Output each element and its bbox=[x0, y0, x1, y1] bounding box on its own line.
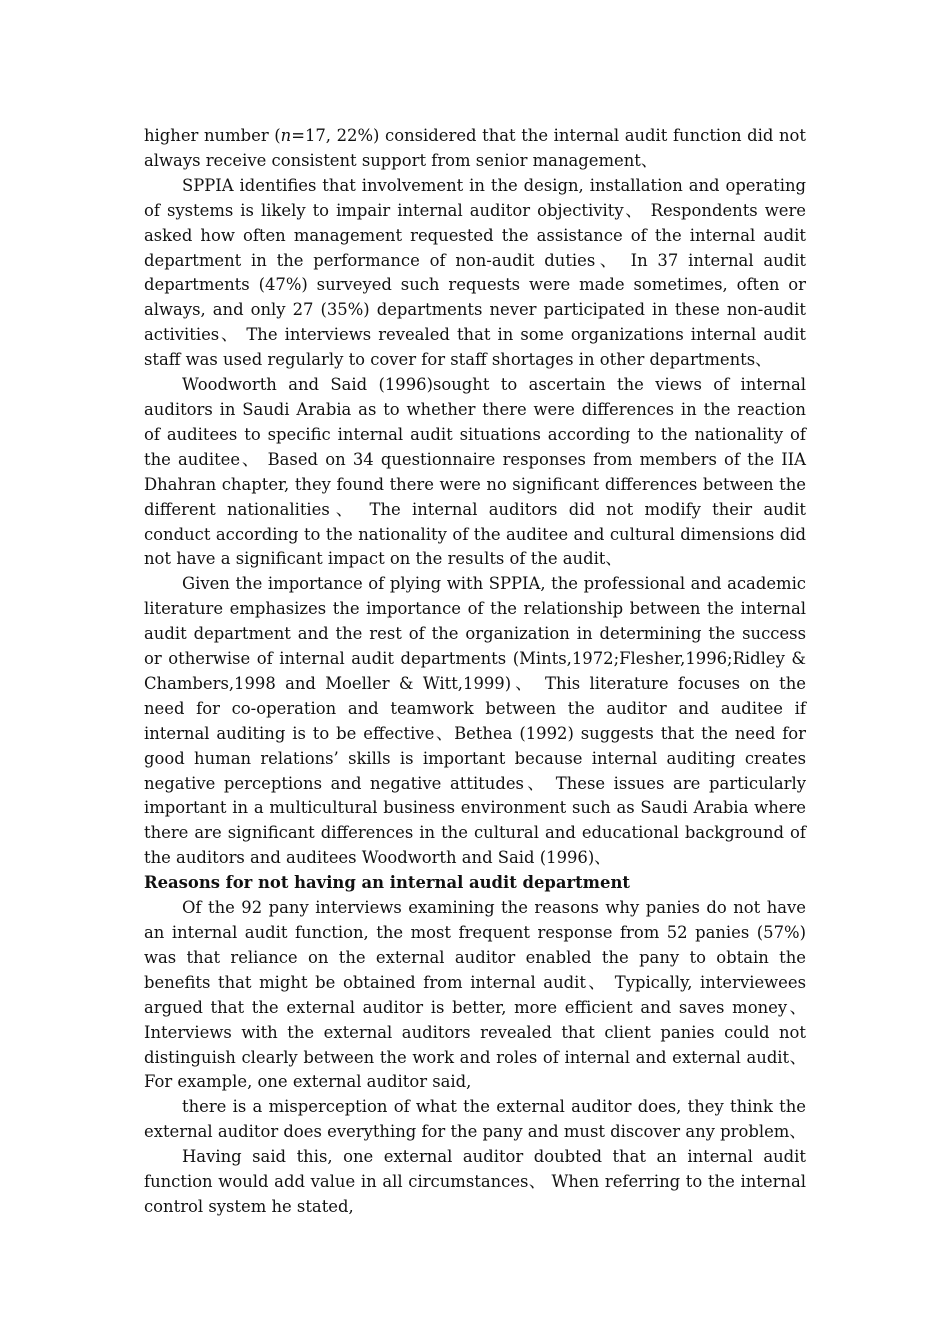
paragraph-text: =17, 22%) considered that the internal audit function did not always receive consistent support from senior management、 bbox=[144, 126, 806, 170]
paragraph-reasons-no-internal-audit: Of the 92 pany interviews examining the reasons why panies do not have an internal audit function, the most frequent response from 52 panies (57%) was that reliance on the external auditor enabled the pany to obtain the benefits that might be obtained from internal audit、 Typically, interviewees argued that the external auditor is better, more efficient and saves money、 Interviews with the external auditors revealed that client panies could not distinguish clearly between the work and roles of internal and external audit、 For example, one external auditor said, bbox=[144, 898, 806, 1092]
paragraph-quote-external-auditor: there is a misperception of what the external auditor does, they think the external auditor does everything for the pany and must discover any problem、 bbox=[144, 1097, 806, 1142]
document-page bbox=[144, 124, 806, 1220]
paragraph-senior-management-support bbox=[144, 124, 806, 174]
paragraph-relationship-importance: Given the importance of plying with SPPIA, the professional and academic literature emphasizes the importance of the relationship between the internal audit department and the rest of the organization in determining the success or otherwise of internal audit departments (Mints,1972;Flesher,1996;Ridley & Chambers,1998 and Moeller & Witt,1999)、 This literature focuses on the need for co-operation and teamwork between the auditor and auditee if internal auditing is to be effective、Bethea (1992) suggests that the need for good human relations’ skills is important because internal auditing creates negative perceptions and negative attitudes、 These issues are particularly important in a multicultural business environment such as Saudi Arabia where there are significant differences in the cultural and educational background of the auditors and auditees Woodworth and Said (1996)、 bbox=[144, 574, 806, 868]
paragraph-woodworth-said: Woodworth and Said (1996)sought to ascertain the views of internal auditors in Saudi Arabia as to whether there were differences in the reaction of auditees to specific internal audit situations according to the nationality of the auditee、 Based on 34 questionnaire responses from members of the IIA Dhahran chapter, they found there were no significant differences between the different nationalities、 The internal auditors did not modify their audit conduct according to the nationality of the auditee and cultural dimensions did not have a significant impact on the results of the audit、 bbox=[144, 375, 806, 569]
paragraph-text: higher number ( bbox=[144, 126, 281, 145]
paragraph-sppia-objectivity: SPPIA identifies that involvement in the design, installation and operating of systems is likely to impair internal auditor objectivity、 Respondents were asked how often management requested the assistance of the internal audit department in the performance of non-audit duties、 In 37 internal audit departments (47%) surveyed such requests were made sometimes, often or always, and only 27 (35%) departments never participated in these non-audit activities、 The interviews revealed that in some organizations internal audit staff was used regularly to cover for staff shortages in other departments、 bbox=[144, 175, 806, 370]
section-heading: Reasons for not having an internal audit department bbox=[144, 873, 630, 893]
italic-variable-n: n bbox=[280, 126, 292, 145]
paragraph-internal-control-system: Having said this, one external auditor doubted that an internal audit function would add value in all circumstances、 When referring to the internal control system he stated, bbox=[144, 1147, 806, 1216]
